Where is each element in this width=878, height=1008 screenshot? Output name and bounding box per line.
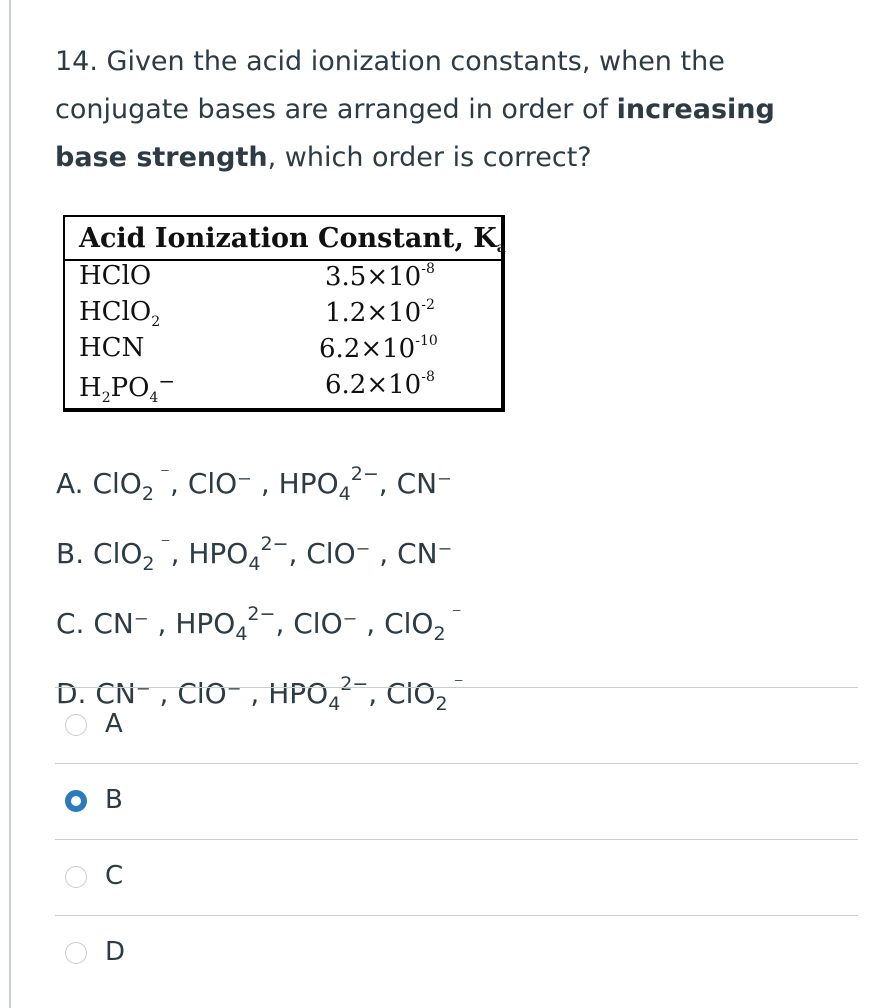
answer-option-d[interactable] — [55, 915, 858, 992]
answer-option-c[interactable] — [55, 839, 858, 916]
ka-value: $3.5\times 10^{-8}$ — [325, 261, 435, 292]
answer-option-b[interactable] — [55, 763, 858, 840]
choice-b-text: B. ClO$_2$ ⁻, $HPO_4^{2-}$, ClO⁻ , CN⁻ — [56, 533, 453, 575]
option-label[interactable]: C — [105, 861, 124, 891]
answer-option-a[interactable] — [55, 687, 858, 764]
table-row — [79, 297, 493, 333]
table-row — [79, 261, 493, 297]
acid-name: $H_2PO_4^-$ — [79, 369, 176, 406]
acid-name: HClO$_2$ — [79, 297, 161, 330]
table-header: Acid Ionization Constant, $K_a$ — [65, 217, 501, 261]
acid-name: HCN — [79, 333, 145, 363]
option-label[interactable]: A — [105, 709, 123, 739]
left-border — [9, 0, 11, 1008]
ka-value: $6.2\times 10^{-10}$ — [319, 333, 438, 364]
radio-button-selected[interactable] — [65, 790, 87, 812]
acid-name: HClO — [79, 261, 152, 291]
option-label[interactable]: D — [105, 937, 126, 967]
radio-button[interactable] — [65, 942, 87, 964]
question-text: 14. Given the acid ionization constants, when the conjugate bases are arranged in order of increasing base strength, which order is correct? — [55, 46, 775, 173]
radio-button[interactable] — [65, 866, 87, 888]
choice-a-text: A. ClO$_2$ ⁻, ClO⁻ , $HPO_4^{2-}$, CN⁻ — [56, 463, 452, 505]
radio-button[interactable] — [65, 714, 87, 736]
choice-d-text: D. CN⁻ , ClO⁻ , $HPO_4^{2-}$, ClO$_2$ ⁻ — [56, 673, 464, 715]
ka-value: $1.2\times 10^{-2}$ — [325, 297, 435, 328]
acid-ionization-table — [63, 215, 505, 412]
option-label[interactable]: B — [105, 785, 123, 815]
ka-value: $6.2\times 10^{-8}$ — [325, 369, 435, 400]
table-row — [79, 369, 493, 405]
choice-c-text: C. CN⁻ , $HPO_4^{2-}$, ClO⁻ , ClO$_2$ ⁻ — [56, 603, 462, 645]
table-row — [79, 333, 493, 369]
